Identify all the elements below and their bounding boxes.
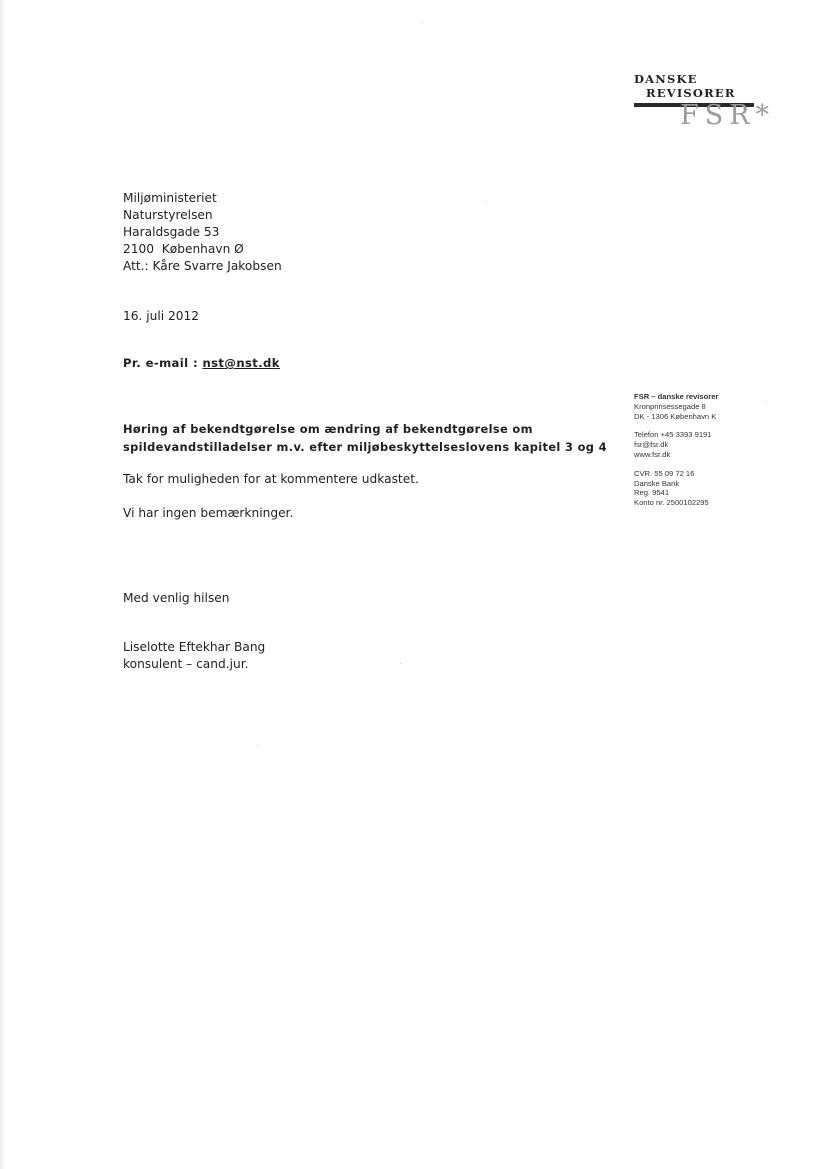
signer-block <box>123 639 265 673</box>
sender-street: Kronprinsessegade 8 <box>634 401 706 411</box>
sender-email[interactable]: fsr@fsr.dk <box>634 440 669 450</box>
letter-date: 16. juli 2012 <box>123 309 200 323</box>
scan-speck <box>258 745 259 746</box>
logo-text-revisorer: REVISORER <box>646 86 736 100</box>
sender-account: Konto nr. 2500102295 <box>634 498 709 508</box>
closing-salutation: Med venlig hilsen <box>123 591 230 605</box>
sender-city: DK - 1306 København K <box>634 411 717 421</box>
recipient-line: Naturstyrelsen <box>123 208 213 222</box>
recipient-line: Miljøministeriet <box>123 191 217 205</box>
body-paragraph: Vi har ingen bemærkninger. <box>123 506 294 520</box>
signer-title: konsulent – cand.jur. <box>123 657 249 671</box>
delivery-line <box>123 356 280 370</box>
logo-fsr-mark: FSR* <box>680 100 776 131</box>
subject-line: Høring af bekendtgørelse om ændring af bekendtgørelse om <box>123 422 533 436</box>
recipient-line: Haraldsgade 53 <box>123 225 220 239</box>
scan-speck <box>421 22 422 23</box>
scan-speck <box>485 203 486 204</box>
sidebar-spacer <box>634 460 718 469</box>
sender-bank: Danske Bank <box>634 478 680 488</box>
subject-line: spildevandstilladelser m.v. efter miljøbeskyttelseslovens kapitel 3 og 4 <box>123 440 607 454</box>
recipient-line: Att.: Kåre Svarre Jakobsen <box>123 259 282 273</box>
logo-text-danske: DANSKE <box>634 72 698 86</box>
scan-speck <box>400 663 401 664</box>
sender-org: FSR – danske revisorer <box>634 392 719 401</box>
recipient-line: 2100 København Ø <box>123 242 244 256</box>
recipient-email-link[interactable]: nst@nst.dk <box>202 356 280 370</box>
sender-reg: Reg. 9541 <box>634 488 670 498</box>
scan-speck <box>765 403 766 404</box>
fsr-logo <box>620 72 776 142</box>
signer-name: Liselotte Eftekhar Bang <box>123 640 266 654</box>
page-scan-edge <box>0 0 6 1169</box>
sender-phone: Telefon +45 3393 9191 <box>634 430 712 440</box>
sender-cvr: CVR. 55 09 72 16 <box>634 468 695 478</box>
body-paragraph: Tak for muligheden for at kommentere udkastet. <box>123 472 419 486</box>
sidebar-spacer <box>634 421 718 430</box>
delivery-prefix: Pr. e-mail : <box>123 356 203 370</box>
sender-web[interactable]: www.fsr.dk <box>634 449 671 459</box>
letter-subject <box>123 420 607 456</box>
recipient-address <box>123 190 282 275</box>
sender-info-sidebar <box>634 392 718 508</box>
